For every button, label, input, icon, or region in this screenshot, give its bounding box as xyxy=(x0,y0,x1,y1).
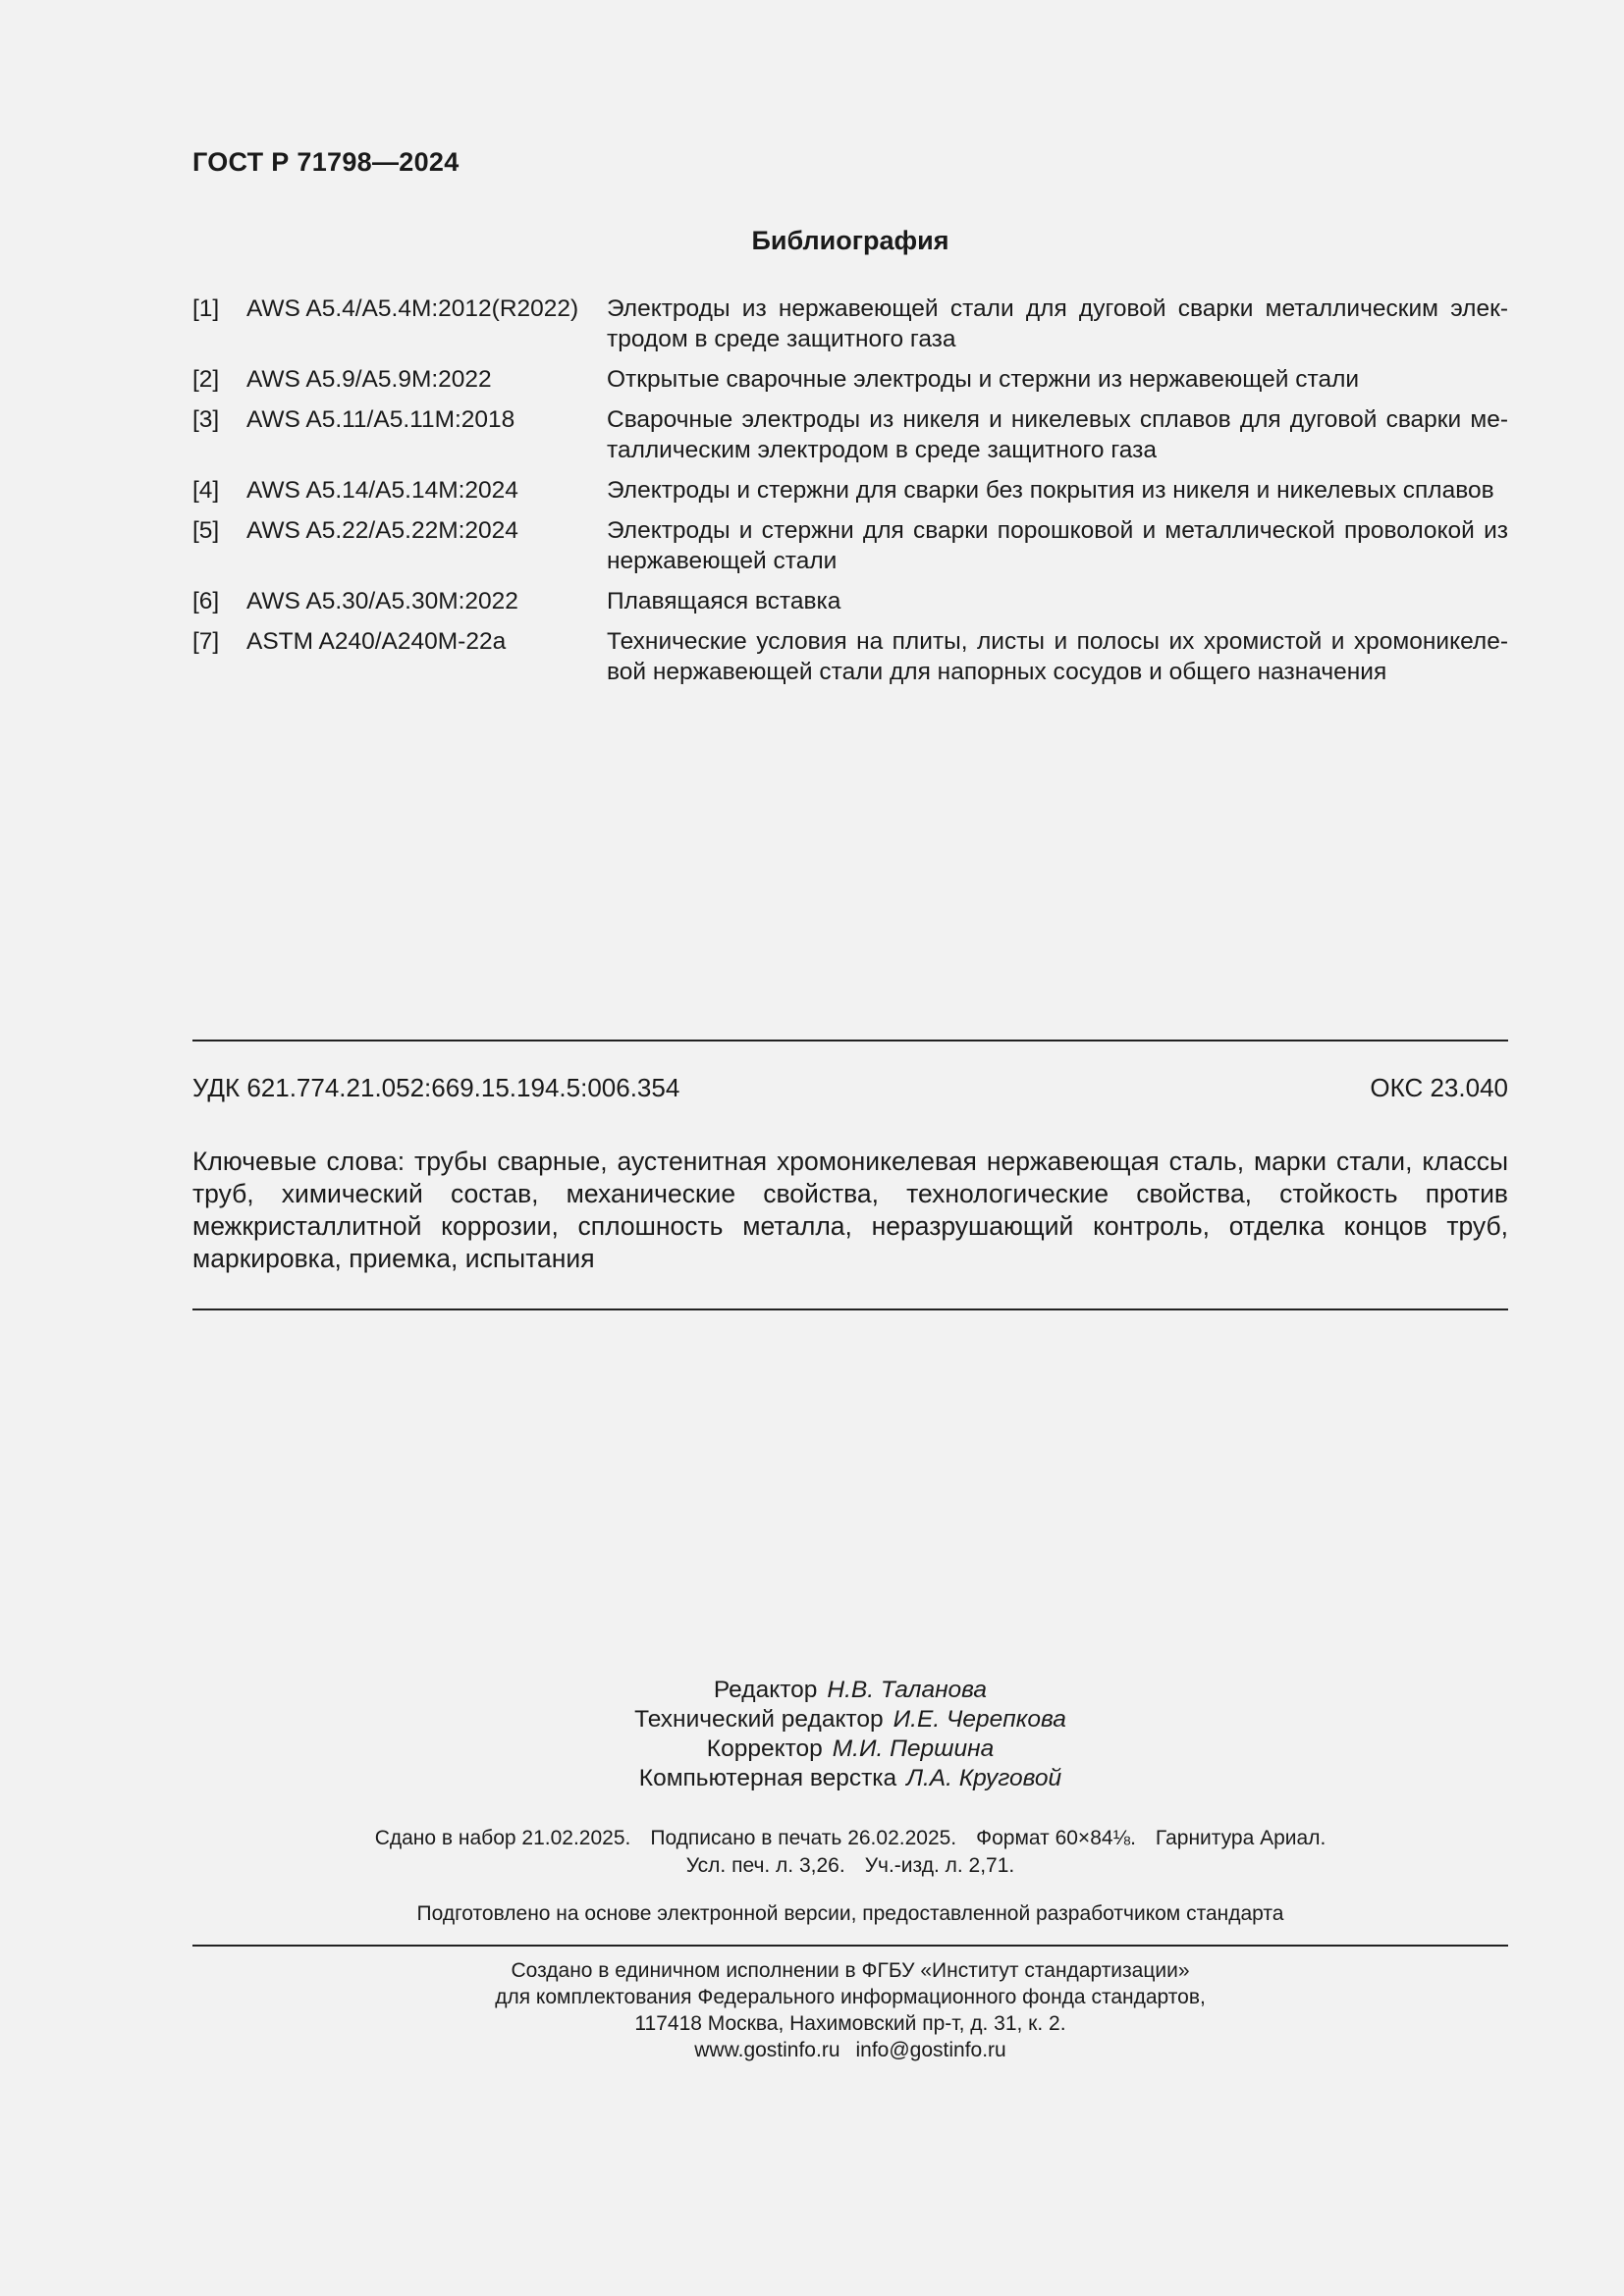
divider xyxy=(192,1040,1508,1041)
credit-role: Технический редактор xyxy=(634,1706,884,1733)
bibliography-item xyxy=(192,515,1508,576)
bibliography-reference: ASTM A240/A240M-22a xyxy=(246,628,507,655)
bibliography-number: [1] xyxy=(192,295,220,322)
typeset-date: Сдано в набор 21.02.2025. xyxy=(374,1827,631,1849)
credit-name: Л.А. Круговой xyxy=(906,1765,1062,1791)
bibliography-reference: AWS A5.4/A5.4M:2012(R2022) xyxy=(246,295,579,322)
bibliography-reference: AWS A5.9/A5.9M:2022 xyxy=(246,366,492,393)
paper-format: Формат 60×84⅛. xyxy=(976,1827,1136,1849)
credit-line xyxy=(192,1705,1508,1735)
publisher-sheets: Уч.-изд. л. 2,71. xyxy=(864,1854,1015,1877)
print-info-line xyxy=(192,1825,1508,1852)
credit-line xyxy=(192,1764,1508,1793)
bibliography-description: Открытые сварочные электроды и стержни из нержавеющей стали xyxy=(607,366,1360,393)
publisher-line: для комплектования Федерального информационного фонда стандартов, xyxy=(495,1986,1206,2008)
bibliography-number: [6] xyxy=(192,588,220,614)
credit-role: Корректор xyxy=(706,1735,823,1762)
print-sheets: Усл. печ. л. 3,26. xyxy=(685,1854,845,1877)
bibliography-description: Плавящаяся вставка xyxy=(607,588,841,614)
bibliography-reference: AWS A5.11/A5.11M:2018 xyxy=(246,406,515,433)
bibliography-list xyxy=(192,294,1508,697)
credit-name: Н.В. Таланова xyxy=(827,1677,988,1703)
print-info xyxy=(192,1825,1508,1880)
credits-block xyxy=(192,1676,1508,1793)
bibliography-description: Сварочные электроды из никеля и никелевых сплавов для дуговой сварки металлическим электродом в среде защитного газа xyxy=(607,406,1508,463)
publisher-line: Создано в единичном исполнении в ФГБУ «Институт стандартизации» xyxy=(511,1959,1190,1982)
website-link[interactable]: www.gostinfo.ru xyxy=(694,2039,840,2061)
bibliography-item xyxy=(192,586,1508,616)
bibliography-description: Электроды из нержавеющей стали для дуговой сварки металлическим электродом в среде защитного газа xyxy=(607,295,1508,352)
divider xyxy=(192,1945,1508,1947)
bibliography-item xyxy=(192,475,1508,506)
credit-line xyxy=(192,1735,1508,1764)
bibliography-item xyxy=(192,364,1508,395)
prepared-note: Подготовлено на основе электронной версии, предоставленной разработчиком стандарта xyxy=(416,1902,1284,1925)
credit-role: Компьютерная верстка xyxy=(638,1765,897,1791)
document-code: ГОСТ Р 71798—2024 xyxy=(192,147,460,177)
bibliography-description: Технические условия на плиты, листы и полосы их хромистой и хромоникелевой нержавеющей стали для напорных сосудов и общего назначения xyxy=(607,628,1508,685)
udk-code: УДК 621.774.21.052:669.15.194.5:006.354 xyxy=(192,1073,680,1102)
signed-date: Подписано в печать 26.02.2025. xyxy=(650,1827,957,1849)
credit-line xyxy=(192,1676,1508,1705)
bibliography-number: [3] xyxy=(192,406,220,433)
typeface: Гарнитура Ариал. xyxy=(1155,1827,1326,1849)
credit-role: Редактор xyxy=(713,1677,818,1703)
bibliography-title: Библиография xyxy=(751,226,949,255)
keywords-paragraph: Ключевые слова: трубы сварные, аустенитная хромоникелевая нержавеющая сталь, марки стали, классы труб, химический состав, механические свойства, технологические свойства, стойкость против межкристаллитной коррозии, сплошность металла, неразрушающий контроль, отделка концов труб, маркировка, приемка, испытания xyxy=(192,1147,1508,1273)
bibliography-number: [2] xyxy=(192,366,220,393)
bibliography-reference: AWS A5.30/A5.30M:2022 xyxy=(246,588,518,614)
credit-name: М.И. Першина xyxy=(832,1735,995,1762)
bibliography-reference: AWS A5.14/A5.14M:2024 xyxy=(246,477,518,504)
divider xyxy=(192,1308,1508,1310)
bibliography-number: [7] xyxy=(192,628,220,655)
email-link[interactable]: info@gostinfo.ru xyxy=(855,2039,1006,2061)
bibliography-description: Электроды и стержни для сварки порошковой и металлической проволокой из нержавеющей стали xyxy=(607,517,1508,574)
print-info-line xyxy=(192,1852,1508,1880)
oks-code: ОКС 23.040 xyxy=(1370,1073,1508,1102)
publisher-address: 117418 Москва, Нахимовский пр-т, д. 31, к. 2. xyxy=(634,2012,1066,2035)
bibliography-description: Электроды и стержни для сварки без покрытия из никеля и никелевых сплавов xyxy=(607,477,1494,504)
bibliography-number: [4] xyxy=(192,477,220,504)
bibliography-number: [5] xyxy=(192,517,220,544)
credit-name: И.Е. Черепкова xyxy=(893,1706,1066,1733)
bibliography-item xyxy=(192,294,1508,354)
publisher-contacts xyxy=(192,2037,1508,2063)
bibliography-reference: AWS A5.22/A5.22M:2024 xyxy=(246,517,518,544)
publisher-block xyxy=(192,1957,1508,2063)
bibliography-item xyxy=(192,404,1508,465)
bibliography-item xyxy=(192,626,1508,687)
